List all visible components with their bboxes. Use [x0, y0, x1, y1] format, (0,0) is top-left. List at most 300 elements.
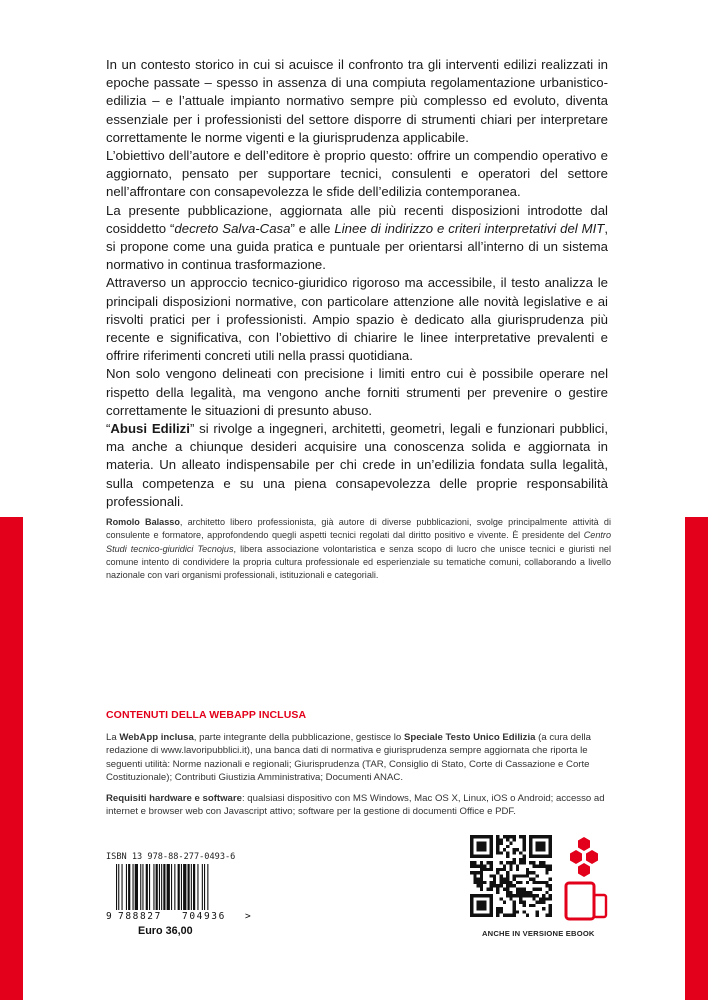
qr-module [496, 838, 499, 841]
qr-module [490, 914, 493, 917]
qr-module [519, 891, 522, 894]
text-fragment: (a cura della redazione di www.lavoripubblici.it), una banca dati di normativa e giurisprudenza sempre aggiornata che riporta le seguenti utilità: Norme nazionali e regionali; Giurisprudenza (TAR, Consiglio di Stato, Corte di Cassazione e Corte Costituzionale); Contributi Giustizia Amministrativa; Documenti ANAC. [106, 732, 591, 783]
qr-module [509, 835, 512, 838]
qr-module [539, 845, 542, 848]
qr-module [477, 855, 480, 858]
qr-module [516, 887, 519, 890]
qr-module [486, 861, 489, 864]
qr-module [480, 901, 483, 904]
qr-module [519, 861, 522, 864]
qr-module [480, 835, 483, 838]
tablet-icon [566, 883, 594, 919]
qr-module [480, 871, 483, 874]
paragraph-audience [106, 420, 608, 511]
qr-module [539, 842, 542, 845]
webapp-section-title: CONTENUTI DELLA WEBAPP INCLUSA [106, 709, 307, 721]
qr-module [490, 897, 493, 900]
qr-module [500, 842, 503, 845]
qr-module [496, 884, 499, 887]
qr-module [483, 914, 486, 917]
qr-module [513, 910, 516, 913]
qr-module [480, 887, 483, 890]
qr-module [536, 901, 539, 904]
qr-module [542, 865, 545, 868]
qr-module [477, 904, 480, 907]
qr-module [480, 874, 483, 877]
qr-module [529, 878, 532, 881]
qr-module [532, 897, 535, 900]
qr-module [509, 842, 512, 845]
qr-module [500, 907, 503, 910]
qr-module [480, 884, 483, 887]
hexagon-logo-icon [570, 837, 598, 877]
qr-module [522, 910, 525, 913]
price: Euro 36,00 [138, 925, 193, 937]
qr-module [545, 871, 548, 874]
barcode-digits-right: 704936 [182, 911, 226, 922]
qr-module [473, 894, 476, 897]
book-title: Abusi Edilizi [110, 421, 190, 437]
qr-module [503, 887, 506, 890]
qr-module [490, 868, 493, 871]
barcode-digits-left: 788827 [118, 911, 162, 922]
author-bio-text [106, 516, 611, 582]
qr-module [526, 891, 529, 894]
qr-module [470, 835, 473, 838]
qr-module [542, 845, 545, 848]
qr-module [480, 845, 483, 848]
qr-module [536, 865, 539, 868]
qr-module [490, 874, 493, 877]
qr-module [542, 842, 545, 845]
qr-module [506, 838, 509, 841]
qr-module [532, 871, 535, 874]
qr-module [549, 910, 552, 913]
qr-module [483, 881, 486, 884]
qr-module [483, 845, 486, 848]
qr-module [483, 868, 486, 871]
qr-module [490, 881, 493, 884]
qr-module [545, 868, 548, 871]
qr-module [513, 858, 516, 861]
mit-guidelines: Linee di indirizzo e criteri interpretativi del MIT [334, 220, 605, 236]
qr-module [545, 914, 548, 917]
qr-module [549, 907, 552, 910]
qr-module [506, 914, 509, 917]
qr-module [490, 851, 493, 854]
qr-module [516, 865, 519, 868]
text-fragment: ” si rivolge a ingegneri, architetti, geometri, legali e funzionari pubblici, ma anche a chiunque desideri acquisire una conoscenza solida e aggiornata in materia. Un alleato indispensabile per chi crede in un’edilizia fondata sulla legalità, sulla competenza e su una piena consapevolezza delle proprie responsabilità professionali. [106, 421, 608, 509]
text-fragment: La [106, 732, 120, 743]
barcode-bar [133, 864, 134, 910]
webapp-section-body [106, 731, 611, 827]
webapp-description [106, 731, 611, 784]
qr-module [496, 914, 499, 917]
qr-module [549, 855, 552, 858]
qr-module [542, 855, 545, 858]
qr-module [536, 887, 539, 890]
qr-module [477, 848, 480, 851]
qr-module [496, 848, 499, 851]
qr-module [516, 894, 519, 897]
qr-module [509, 868, 512, 871]
barcode-bar [188, 864, 190, 910]
text-fragment: , si propone come una guida pratica e puntuale per orientarsi all’interno di un sistema normativo in continua trasformazione. [106, 220, 608, 273]
qr-module [480, 878, 483, 881]
qr-module [493, 884, 496, 887]
qr-module [513, 861, 516, 864]
qr-module [509, 865, 512, 868]
qr-module [500, 874, 503, 877]
qr-module [509, 884, 512, 887]
qr-module [522, 904, 525, 907]
qr-module [500, 884, 503, 887]
qr-module [470, 910, 473, 913]
qr-module [506, 855, 509, 858]
qr-module [480, 842, 483, 845]
qr-module [490, 907, 493, 910]
qr-module [522, 838, 525, 841]
qr-module [473, 874, 476, 877]
qr-module [503, 865, 506, 868]
qr-module [549, 838, 552, 841]
qr-module [500, 868, 503, 871]
qr-module [506, 891, 509, 894]
qr-module [516, 874, 519, 877]
study-center-name: Centro Studi tecnico-giuridici Tecnojus [106, 530, 611, 554]
qr-module [500, 851, 503, 854]
qr-module [539, 865, 542, 868]
qr-module [470, 871, 473, 874]
qr-module [539, 855, 542, 858]
qr-module [470, 894, 473, 897]
qr-module [513, 884, 516, 887]
qr-module [470, 845, 473, 848]
qr-module [477, 914, 480, 917]
text-fragment: , parte integrante della pubblicazione, gestisce lo [193, 732, 404, 743]
qr-module [486, 855, 489, 858]
qr-module [529, 851, 532, 854]
qr-module [542, 894, 545, 897]
paragraph-context: In un contesto storico in cui si acuisce il confronto tra gli interventi edilizi realizzati in epoche passate – spesso in assenza di una compiuta regolamentazione urbanistico-edilizia – e l’attuale impianto normativo sempre più complesso ed evoluto, diventa essenziale per i professionisti del settore disporre di strumenti chiari per interpretare correttamente le norme vigenti e la giurisprudenza applicabile. [106, 57, 608, 145]
qr-module [545, 865, 548, 868]
qr-module [536, 874, 539, 877]
qr-module [545, 835, 548, 838]
barcode-bar [161, 864, 162, 910]
qr-module [529, 835, 532, 838]
qr-module [483, 865, 486, 868]
qr-module [490, 901, 493, 904]
qr-module [473, 878, 476, 881]
qr-module [500, 881, 503, 884]
qr-module [490, 861, 493, 864]
qr-module [522, 891, 525, 894]
qr-module [483, 855, 486, 858]
qr-module [513, 914, 516, 917]
qr-module [513, 901, 516, 904]
speciale-name: Speciale Testo Unico Edilizia [403, 732, 536, 743]
requirements-label: Requisiti hardware e software [106, 793, 242, 805]
barcode-bar [128, 864, 130, 910]
qr-module [470, 838, 473, 841]
qr-module [513, 848, 516, 851]
qr-module [549, 868, 552, 871]
qr-module [480, 907, 483, 910]
paragraph-approach: Attraverso un approccio tecnico-giuridico rigoroso ma accessibile, il testo analizza le principali disposizioni normative, con particolare attenzione alle novità legislative e ai risvolti pratici per i professionisti. Ampio spazio è dedicato alla giurisprudenza più recente e significativa, con l’obiettivo di chiarire le linee interpretative prevalenti e offrire riferimenti concreti utili nella prassi quotidiana. [106, 275, 608, 364]
qr-module [506, 894, 509, 897]
qr-module [549, 865, 552, 868]
qr-module [473, 865, 476, 868]
qr-module [545, 881, 548, 884]
qr-module [542, 835, 545, 838]
qr-module [477, 842, 480, 845]
qr-module [532, 881, 535, 884]
qr-module [496, 887, 499, 890]
qr-module [503, 878, 506, 881]
qr-module [473, 881, 476, 884]
qr-module [490, 894, 493, 897]
qr-module [522, 835, 525, 838]
qr-module [477, 835, 480, 838]
barcode-bar [126, 864, 127, 910]
qr-module [536, 894, 539, 897]
qr-module [532, 887, 535, 890]
qr-module [529, 842, 532, 845]
qr-module [529, 838, 532, 841]
qr-module [522, 894, 525, 897]
qr-module [506, 835, 509, 838]
qr-module [539, 835, 542, 838]
qr-module [473, 914, 476, 917]
qr-module [542, 907, 545, 910]
qr-module [490, 835, 493, 838]
barcode-bar [118, 864, 119, 910]
qr-module [500, 910, 503, 913]
qr-module [536, 842, 539, 845]
barcode-bar [167, 864, 170, 910]
qr-module [506, 881, 509, 884]
qr-module [500, 838, 503, 841]
qr-module [539, 897, 542, 900]
qr-module [532, 865, 535, 868]
qr-module [549, 904, 552, 907]
barcode-bar [146, 864, 148, 910]
qr-module [503, 901, 506, 904]
qr-module [477, 845, 480, 848]
qr-module [529, 845, 532, 848]
barcode-bar [207, 864, 208, 910]
qr-code-icon[interactable] [470, 835, 552, 917]
qr-module [503, 881, 506, 884]
qr-module [529, 891, 532, 894]
barcode-bar [116, 864, 117, 910]
qr-module [480, 904, 483, 907]
qr-module [470, 842, 473, 845]
qr-module [526, 914, 529, 917]
barcode-bar [174, 864, 175, 910]
barcode-bar [197, 864, 198, 910]
qr-module [493, 881, 496, 884]
qr-module [549, 914, 552, 917]
barcode-bar [191, 864, 192, 910]
barcode-bar [156, 864, 158, 910]
barcode-digit-first: 9 [106, 911, 112, 922]
qr-module [522, 861, 525, 864]
qr-module [516, 881, 519, 884]
barcode-bar [181, 864, 182, 910]
qr-module [506, 874, 509, 877]
qr-module [470, 897, 473, 900]
qr-module [545, 855, 548, 858]
qr-module [480, 914, 483, 917]
qr-module [470, 855, 473, 858]
qr-module [490, 848, 493, 851]
qr-module [522, 874, 525, 877]
qr-module [549, 842, 552, 845]
qr-module [529, 894, 532, 897]
qr-module [490, 845, 493, 848]
qr-module [496, 907, 499, 910]
qr-module [522, 887, 525, 890]
qr-module [542, 881, 545, 884]
qr-module [519, 887, 522, 890]
qr-module [519, 881, 522, 884]
qr-module [536, 848, 539, 851]
text-fragment: ” e alle [290, 220, 335, 236]
qr-module [536, 845, 539, 848]
qr-module [509, 891, 512, 894]
qr-module [509, 881, 512, 884]
decree-name: decreto Salva-Casa [174, 220, 291, 236]
qr-module [513, 838, 516, 841]
qr-module [542, 897, 545, 900]
qr-module [536, 910, 539, 913]
qr-module [486, 887, 489, 890]
qr-module [483, 835, 486, 838]
qr-module [496, 835, 499, 838]
barcode-bar [183, 864, 186, 910]
qr-module [480, 894, 483, 897]
qr-module [493, 874, 496, 877]
qr-module [506, 861, 509, 864]
qr-module [519, 835, 522, 838]
qr-module [509, 914, 512, 917]
qr-module [470, 848, 473, 851]
qr-module [549, 884, 552, 887]
qr-module [516, 868, 519, 871]
qr-module [503, 835, 506, 838]
qr-module [549, 848, 552, 851]
qr-module [490, 842, 493, 845]
qr-module [470, 914, 473, 917]
qr-module [516, 910, 519, 913]
qr-module [522, 858, 525, 861]
paragraph-publication [106, 202, 608, 275]
barcode-icon [104, 864, 254, 922]
qr-module [470, 907, 473, 910]
qr-module [513, 904, 516, 907]
text-fragment: , architetto libero professionista, già autore di diverse pubblicazioni, svolge principalmente attività di consulente e formatore, approfondendo quegli aspetti tecnici regolati dal diritto positivo e vivente. È presidente del [106, 517, 611, 541]
qr-module [477, 865, 480, 868]
qr-module [522, 855, 525, 858]
qr-module [542, 861, 545, 864]
qr-module [473, 855, 476, 858]
qr-module [477, 878, 480, 881]
qr-module [506, 884, 509, 887]
qr-module [470, 865, 473, 868]
qr-module [536, 881, 539, 884]
qr-module [496, 871, 499, 874]
qr-module [519, 874, 522, 877]
paragraph-limits: Non solo vengono delineati con precisione i limiti entro cui è possibile operare nel rispetto della legalità, ma vengono anche forniti strumenti per prevenire o gestire correttamente le situazioni di presunto abuso. [106, 366, 608, 418]
qr-module [539, 861, 542, 864]
qr-module [480, 865, 483, 868]
qr-module [519, 858, 522, 861]
qr-module [522, 848, 525, 851]
qr-module [539, 881, 542, 884]
author-name: Romolo Balasso [106, 517, 180, 527]
paragraph-objective: L’obiettivo dell’autore e dell’editore è proprio questo: offrire un compendio operativo e aggiornato, pensato per supportare tecnici, consulenti e operatori del settore nell’affrontare con consapevolezza le sfide dell’edilizia contemporanea. [106, 148, 608, 200]
barcode-bar [163, 864, 165, 910]
qr-module [470, 861, 473, 864]
qr-module [513, 894, 516, 897]
qr-module [483, 901, 486, 904]
qr-module [519, 897, 522, 900]
author-bio [106, 516, 611, 582]
qr-module [532, 855, 535, 858]
qr-module [516, 848, 519, 851]
qr-module [526, 871, 529, 874]
qr-module [529, 871, 532, 874]
requirements [106, 792, 611, 819]
qr-module [477, 901, 480, 904]
qr-module [477, 894, 480, 897]
qr-module [509, 897, 512, 900]
qr-module [490, 904, 493, 907]
qr-module [513, 907, 516, 910]
qr-module [532, 904, 535, 907]
qr-module [480, 881, 483, 884]
barcode-bar [140, 864, 141, 910]
qr-module [549, 894, 552, 897]
qr-module [477, 907, 480, 910]
qr-module [526, 868, 529, 871]
red-band-right [685, 517, 708, 1000]
qr-module [532, 835, 535, 838]
qr-module [532, 894, 535, 897]
qr-module [545, 897, 548, 900]
webapp-name: WebApp inclusa [119, 732, 194, 743]
text-fragment: : qualsiasi dispositivo con MS Windows, Mac OS X, Linux, iOS o Android; accesso ad internet e browser web con Javascript attivo; software per la gestione di documenti Office e PDF. [106, 793, 605, 818]
qr-module [545, 891, 548, 894]
qr-module [509, 894, 512, 897]
qr-module [519, 894, 522, 897]
barcode-bar [204, 864, 205, 910]
red-band-left [0, 517, 23, 1000]
qr-module [493, 878, 496, 881]
qr-module [549, 887, 552, 890]
barcode-bar [193, 864, 195, 910]
qr-module [486, 835, 489, 838]
qr-module [506, 845, 509, 848]
text-fragment: La presente pubblicazione, aggiornata alle più recenti disposizioni introdotte dal cosiddetto “ [106, 202, 608, 236]
qr-module [513, 851, 516, 854]
qr-module [496, 851, 499, 854]
qr-module [490, 855, 493, 858]
qr-module [542, 901, 545, 904]
qr-module [526, 874, 529, 877]
qr-module [473, 835, 476, 838]
